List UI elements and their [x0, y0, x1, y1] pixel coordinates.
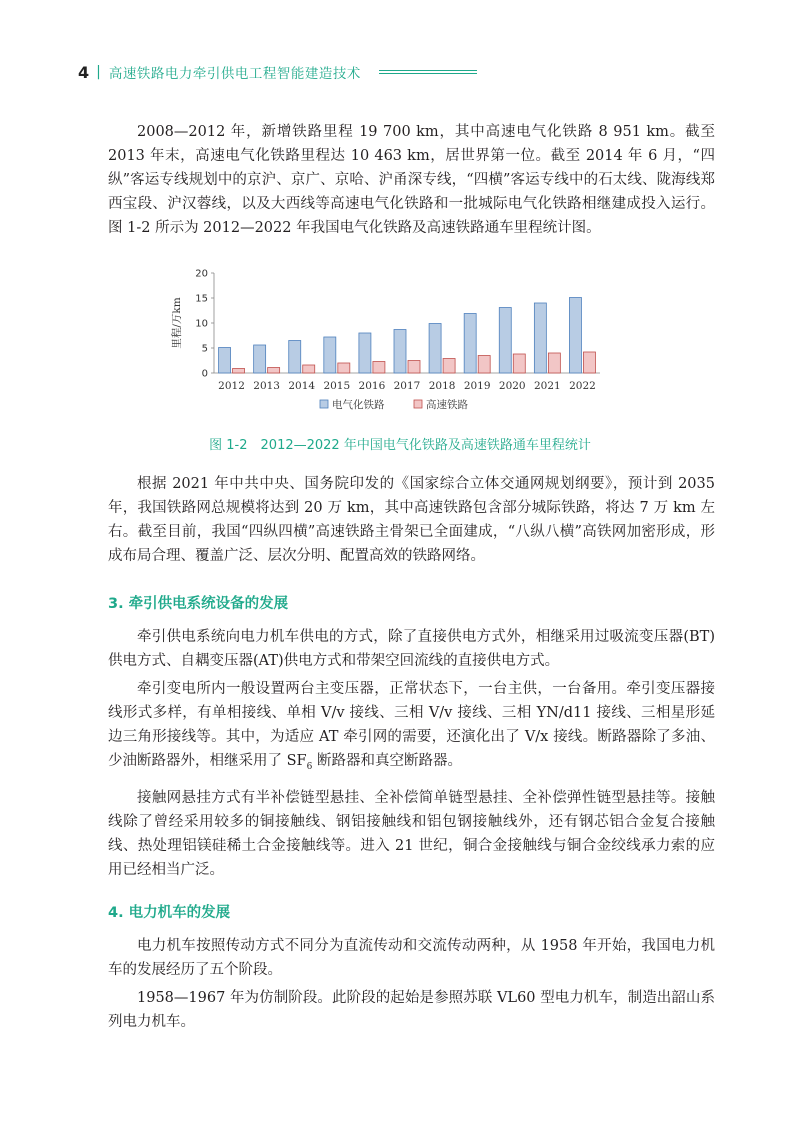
bar-electrified-2016	[359, 333, 371, 373]
x-tick-label: 2015	[323, 380, 351, 392]
x-tick-label: 2012	[218, 380, 245, 392]
bar-highspeed-2020	[513, 354, 525, 373]
bar-highspeed-2021	[548, 353, 560, 373]
bar-highspeed-2022	[583, 352, 595, 373]
y-tick-label: 5	[201, 343, 208, 355]
y-tick-label: 15	[195, 293, 208, 305]
legend-swatch	[320, 400, 328, 408]
y-axis-label: 里程/万km	[171, 297, 183, 349]
bar-highspeed-2013	[268, 368, 280, 374]
x-tick-label: 2016	[358, 380, 386, 392]
x-tick-label: 2019	[463, 380, 491, 392]
bar-electrified-2012	[219, 348, 231, 374]
text-part: 牵引变电所内一般设置两台主变压器，正常状态下，一台主供，一台备用。牵引变压器接线形式多样，有单相接线、单相 V/v 接线、三相 V/v 接线、三相 YN/d11 接线、三相星形延边三角形接线等。其中，为适应 AT 牵引网的需要，还演化出了 V/x 接线。断路器除了多油、少油断路器外，相继采用了 SF	[108, 681, 715, 769]
bar-electrified-2021	[534, 303, 546, 373]
bar-highspeed-2017	[408, 361, 420, 374]
paragraph-transformers	[108, 677, 715, 779]
x-tick-label: 2017	[393, 380, 421, 392]
y-tick-label: 10	[195, 318, 208, 330]
legend-label: 高速铁路	[426, 399, 468, 411]
y-tick-label: 0	[201, 368, 208, 380]
bar-electrified-2017	[394, 330, 406, 374]
bar-electrified-2019	[464, 314, 476, 374]
text-subscript: 6	[306, 761, 313, 772]
paragraph-imitation-stage: 1958—1967 年为仿制阶段。此阶段的起始是参照苏联 VL60 型电力机车，制造出韶山系列电力机车。	[108, 990, 715, 1030]
text-part: 断路器和真空断路器。	[312, 753, 462, 769]
bar-electrified-2013	[254, 345, 266, 373]
header-rule	[379, 68, 477, 76]
bar-highspeed-2015	[338, 363, 350, 373]
book-title: 高速铁路电力牵引供电工程智能建造技术	[108, 66, 361, 82]
page-header	[78, 60, 477, 84]
x-tick-label: 2013	[253, 380, 281, 392]
paragraph-planning: 根据 2021 年中共中央、国务院印发的《国家综合立体交通网规划纲要》，预计到 2035 年，我国铁路网总规模将达到 20 万 km，其中高速铁路包含部分城际铁路，将达 7 万 km 左右。截至目前，我国“四纵四横”高速铁路主骨架已全面建成，“八纵八横”高铁网加密形成，形成布局合理、覆盖广泛、层次分明、配置高效的铁路网络。	[108, 476, 715, 564]
bar-electrified-2020	[499, 308, 511, 374]
bar-highspeed-2012	[233, 369, 245, 374]
bar-electrified-2022	[569, 298, 581, 374]
bar-highspeed-2014	[303, 365, 315, 373]
paragraph-mileage: 2008—2012 年，新增铁路里程 19 700 km，其中高速电气化铁路 8 951 km。截至 2013 年末，高速电气化铁路里程达 10 463 km，居世界第一位。截至 2014 年 6 月，“四纵”客运专线规划中的京沪、京广、京哈、沪甬深专线，“四横”客运专线中的石太线、陇海线郑西宝段、沪汉蓉线，以及大西线等高速电气化铁路和一批城际电气化铁路相继建成投入运行。图 1-2 所示为 2012—2022 年我国电气化铁路及高速铁路通车里程统计图。	[108, 124, 715, 236]
section-heading-traction-supply: 3. 牵引供电系统设备的发展	[108, 596, 289, 612]
header-separator: |	[96, 64, 101, 80]
bar-highspeed-2019	[478, 356, 490, 374]
y-tick-label: 20	[195, 268, 208, 280]
section-heading-locomotive: 4. 电力机车的发展	[108, 905, 231, 921]
legend-swatch	[414, 400, 422, 408]
mileage-bar-chart	[160, 258, 630, 428]
bar-electrified-2018	[429, 324, 441, 374]
x-tick-label: 2018	[428, 380, 456, 392]
x-tick-label: 2021	[533, 380, 561, 392]
x-tick-label: 2014	[288, 380, 316, 392]
bar-highspeed-2016	[373, 362, 385, 374]
page-number: 4	[78, 62, 90, 82]
bar-electrified-2015	[324, 337, 336, 373]
paragraph-supply-modes: 牵引供电系统向电力机车供电的方式，除了直接供电方式外，相继采用过吸流变压器(BT)供电方式、自耦变压器(AT)供电方式和带架空回流线的直接供电方式。	[108, 629, 715, 669]
paragraph-locomotive-stages: 电力机车按照传动方式不同分为直流传动和交流传动两种，从 1958 年开始，我国电力机车的发展经历了五个阶段。	[108, 938, 715, 978]
bar-electrified-2014	[289, 341, 301, 374]
paragraph-catenary: 接触网悬挂方式有半补偿链型悬挂、全补偿简单链型悬挂、全补偿弹性链型悬挂等。接触线除了曾经采用较多的铜接触线、钢铝接触线和铝包钢接触线外，还有钢芯铝合金复合接触线、热处理铝镁硅稀土合金接触线等。进入 21 世纪，铜合金接触线与铜合金绞线承力索的应用已经相当广泛。	[108, 790, 715, 878]
bar-highspeed-2018	[443, 359, 455, 374]
x-tick-label: 2022	[569, 380, 596, 392]
x-tick-label: 2020	[498, 380, 526, 392]
legend-label: 电气化铁路	[332, 399, 385, 411]
figure-caption: 图 1-2 2012—2022 年中国电气化铁路及高速铁路通车里程统计	[209, 438, 591, 453]
